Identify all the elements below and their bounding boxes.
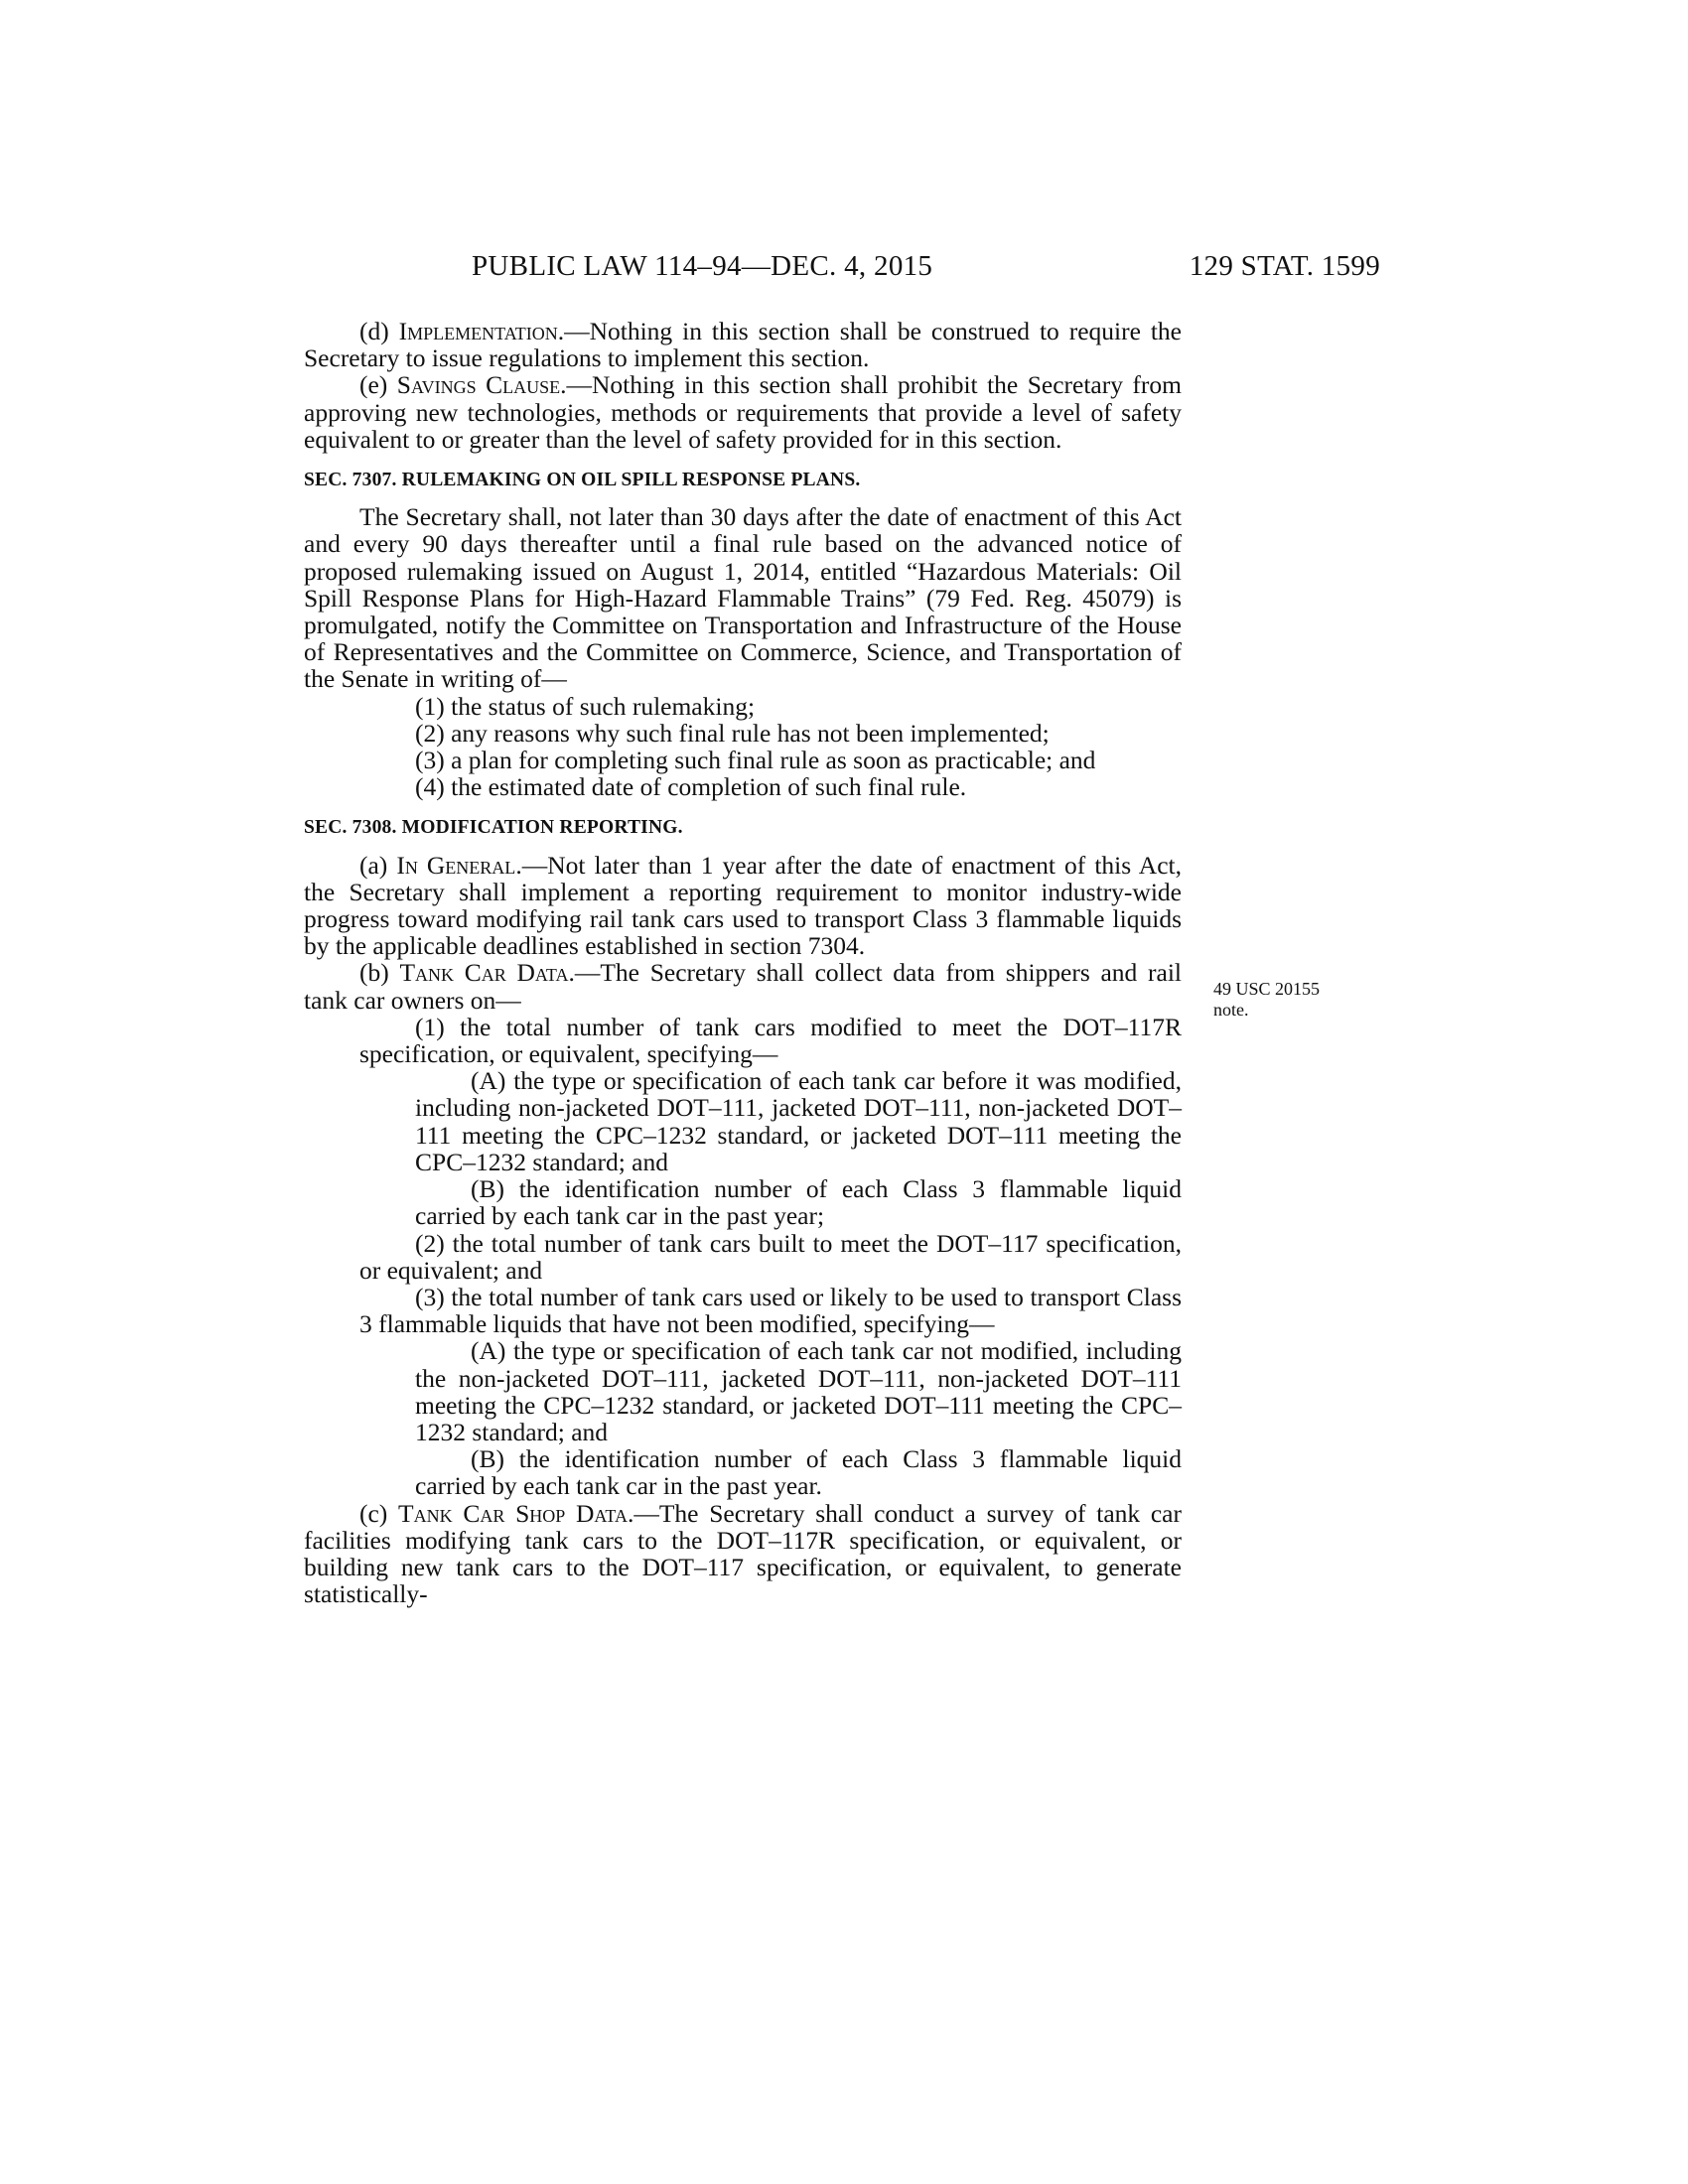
paragraph-c: (c) Tank Car Shop Data.—The Secretary shall conduct a survey of tank car facilities modifying tank cars to the DOT–117R specification, or equivalent, or building new tank cars to the DOT–117 specification, or equivalent, to generate statistically- [304, 1498, 1182, 1609]
section-heading-7308: SEC. 7308. MODIFICATION REPORTING. [304, 817, 683, 839]
paragraph-b-1-A: (A) the type or specification of each tank car before it was modified, including non-jacketed DOT–111, jacketed DOT–111, non-jacketed DOT–111 meeting the CPC–1232 standard, or jacketed DOT–111 meeting the CPC–1232 standard; and [415, 1066, 1182, 1176]
running-header [298, 250, 1380, 290]
paragraph-b: (b) Tank Car Data.—The Secretary shall collect data from shippers and rail tank car owners on— [304, 958, 1183, 1015]
section-7307-item-4: (4) the estimated date of completion of such final rule. [415, 772, 967, 802]
header-stat-page: 129 STAT. 1599 [1189, 250, 1380, 282]
paragraph-b-1: (1) the total number of tank cars modified to meet the DOT–117R specification, or equivalent, specifying— [359, 1012, 1182, 1069]
margin-citation-note [1213, 979, 1382, 1021]
paragraph-e: (e) Savings Clause.—Nothing in this section shall prohibit the Secretary from approving new technologies, methods or requirements that provide a level of safety equivalent to or greater than the level of safety provided for in this section. [304, 370, 1182, 454]
margin-note-line-1: 49 USC 20155 [1213, 979, 1321, 999]
paragraph-b-2: (2) the total number of tank cars built to meet the DOT–117 specification, or equivalent; and [359, 1228, 1182, 1285]
section-7307-item-2: (2) any reasons why such final rule has not been implemented; [415, 718, 1050, 748]
section-7307-intro: The Secretary shall, not later than 30 days after the date of enactment of this Act and every 90 days thereafter until a final rule based on the advanced notice of proposed rulemaking issued on August 1, 2014, entitled “Hazardous Materials: Oil Spill Response Plans for High-Hazard Flammable Trains” (79 Fed. Reg. 45079) is promulgated, notify the Committee on Transportation and Infrastructure of the House of Representatives and the Committee on Commerce, Science, and Transportation of the Senate in writing of— [304, 502, 1182, 694]
section-7307-item-1: (1) the status of such rulemaking; [415, 691, 756, 721]
body-text [304, 318, 1182, 1607]
section-7307-item-3: (3) a plan for completing such final rule as soon as practicable; and [415, 746, 1096, 775]
paragraph-b-1-B: (B) the identification number of each Class 3 flammable liquid carried by each tank car in the past year; [415, 1174, 1182, 1231]
margin-note-line-2: note. [1213, 1000, 1249, 1020]
header-title: PUBLIC LAW 114–94—DEC. 4, 2015 [472, 250, 933, 282]
section-heading-7307: SEC. 7307. RULEMAKING ON OIL SPILL RESPONSE PLANS. [304, 470, 861, 491]
paragraph-a: (a) In General.—Not later than 1 year after the date of enactment of this Act, the Secretary shall implement a reporting requirement to monitor industry-wide progress toward modifying rail tank cars used to transport Class 3 flammable liquids by the applicable deadlines established in section 7304. [304, 850, 1183, 961]
paragraph-d: (d) Implementation.—Nothing in this section shall be construed to require the Secretary to issue regulations to implement this section. [304, 317, 1182, 373]
paragraph-b-3-B: (B) the identification number of each Class 3 flammable liquid carried by each tank car in the past year. [415, 1444, 1182, 1501]
paragraph-b-3-A: (A) the type or specification of each tank car not modified, including the non-jacketed DOT–111, jacketed DOT–111, non-jacketed DOT–111 meeting the CPC–1232 standard, or jacketed DOT–111 meeting the CPC–1232 standard; and [415, 1336, 1182, 1446]
paragraph-b-3: (3) the total number of tank cars used or likely to be used to transport Class 3 flammable liquids that have not been modified, specifying— [359, 1282, 1182, 1339]
